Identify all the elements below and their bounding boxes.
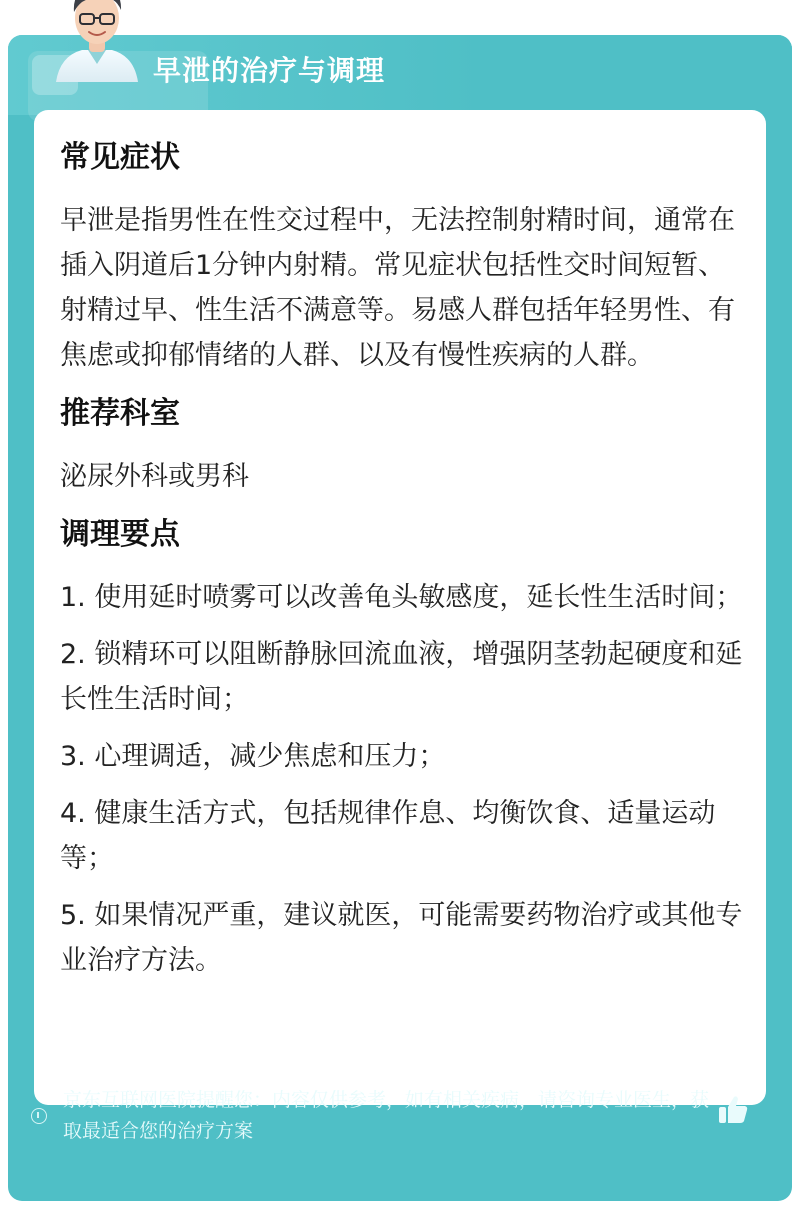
department-paragraph: 泌尿外科或男科: [60, 461, 249, 492]
content-body: [60, 136, 750, 983]
thumbs-up-icon[interactable]: [716, 1093, 750, 1127]
info-icon: [31, 1108, 47, 1124]
page-title: 早泄的治疗与调理: [153, 54, 386, 87]
care-item: 4. 健康生活方式，包括规律作息、均衡饮食、适量运动等；: [60, 798, 716, 874]
section-title-symptoms: 常见症状: [60, 140, 180, 175]
content-card: [34, 110, 766, 1105]
care-item: 5. 如果情况严重，建议就医，可能需要药物治疗或其他专业治疗方法。: [60, 900, 743, 976]
care-item: 2. 锁精环可以阻断静脉回流血液，增强阴茎勃起硬度和延长性生活时间；: [60, 639, 743, 715]
disclaimer-text: 京东互联网医院提醒您：内容仅供参考，如有相关疾病，请咨询专业医生，获取最适合您的治疗方案: [63, 1089, 710, 1142]
care-item: 3. 心理调适，减少焦虑和压力；: [60, 741, 446, 772]
article-container: [8, 35, 792, 1201]
section-title-care: 调理要点: [60, 517, 180, 552]
doctor-avatar: [42, 0, 152, 82]
care-item: 1. 使用延时喷雾可以改善龟头敏感度，延长性生活时间；: [60, 582, 743, 613]
section-title-department: 推荐科室: [60, 396, 180, 431]
symptoms-paragraph: 早泄是指男性在性交过程中，无法控制射精时间，通常在插入阴道后1分钟内射精。常见症状包括性交时间短暂、射精过早、性生活不满意等。易感人群包括年轻男性、有焦虑或抑郁情绪的人群、以及有慢性疾病的人群。: [60, 205, 735, 371]
